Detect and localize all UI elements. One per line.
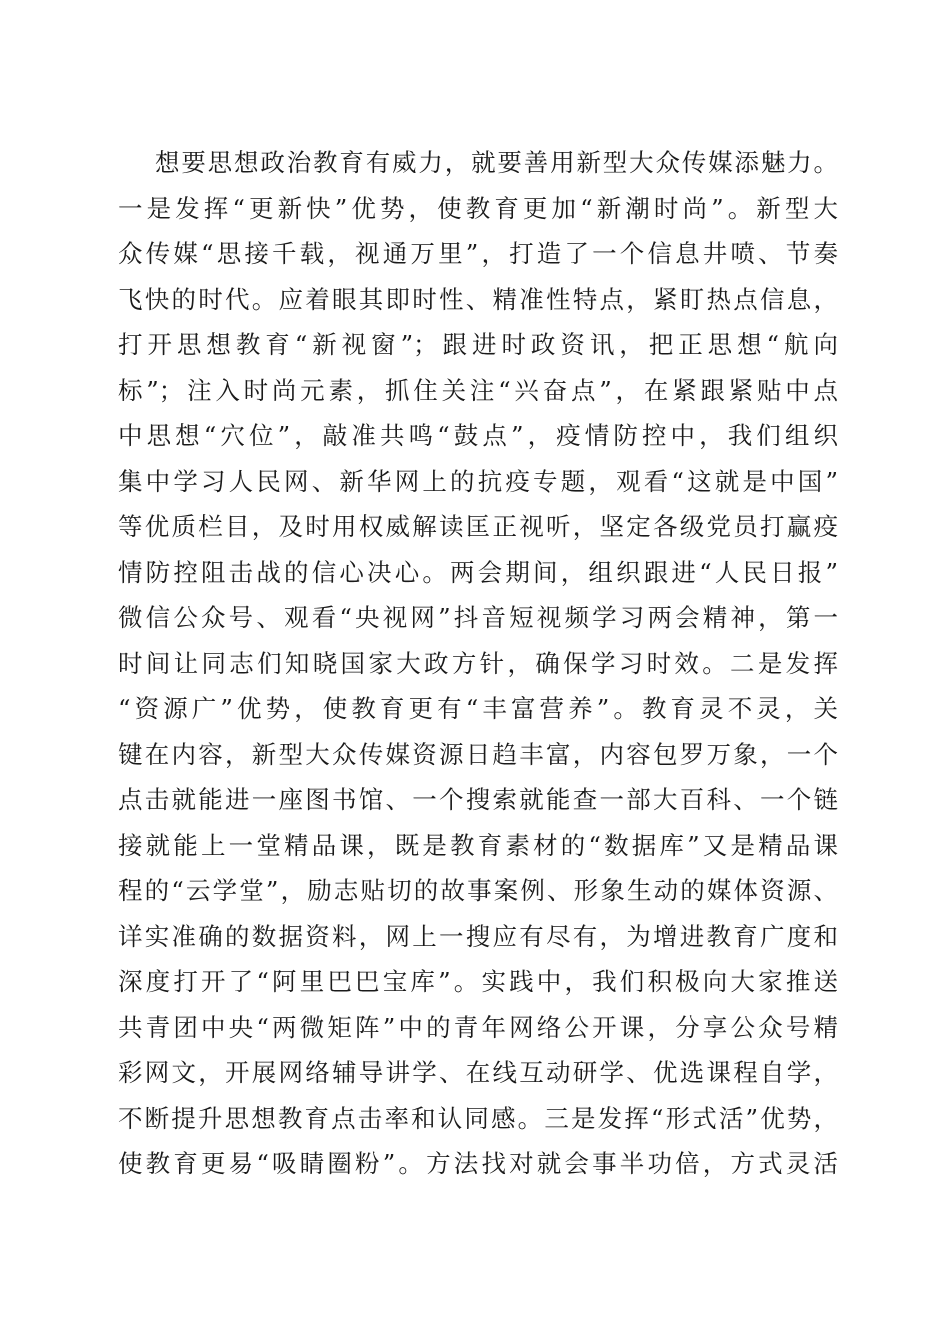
paragraph-line-20: 共青团中央“两微矩阵”中的青年网络公开课，分享公众号精 (118, 1012, 838, 1042)
paragraph-line-13: “资源广”优势，使教育更有“丰富营养”。教育灵不灵，关 (118, 694, 838, 723)
paragraph-line-5: 打开思想教育“新视窗”；跟进时政资讯，把正思想“航向 (118, 330, 838, 359)
paragraph-line-17: 程的“云学堂”，励志贴切的故事案例、形象生动的媒体资源、 (118, 876, 838, 905)
paragraph-line-16: 接就能上一堂精品课，既是教育素材的“数据库”又是精品课 (118, 830, 838, 860)
paragraph-line-8: 集中学习人民网、新华网上的抗疫专题，观看“这就是中国” (118, 466, 838, 496)
paragraph-line-2: 一是发挥“更新快”优势，使教育更加“新潮时尚”。新型大 (118, 193, 838, 223)
paragraph-line-23: 使教育更易“吸睛圈粉”。方法找对就会事半功倍，方式灵活 (118, 1149, 838, 1178)
paragraph-line-18: 详实准确的数据资料，网上一搜应有尽有，为增进教育广度和 (118, 921, 838, 951)
paragraph-line-15: 点击就能进一座图书馆、一个搜索就能查一部大百科、一个链 (118, 785, 838, 814)
body-paragraph (118, 140, 838, 1187)
paragraph-line-14: 键在内容，新型大众传媒资源日趋丰富，内容包罗万象，一个 (118, 739, 838, 769)
paragraph-line-12: 时间让同志们知晓国家大政方针，确保学习时效。二是发挥 (118, 648, 838, 678)
paragraph-line-6: 标”；注入时尚元素，抓住关注“兴奋点”，在紧跟紧贴中点 (118, 375, 838, 405)
paragraph-line-21: 彩网文，开展网络辅导讲学、在线互动研学、优选课程自学， (118, 1058, 838, 1087)
paragraph-line-10: 情防控阻击战的信心决心。两会期间，组织跟进“人民日报” (118, 557, 838, 587)
paragraph-line-4: 飞快的时代。应着眼其即时性、精准性特点，紧盯热点信息， (118, 284, 838, 314)
paragraph-line-3: 众传媒“思接千载，视通万里”，打造了一个信息井喷、节奏 (118, 239, 838, 268)
paragraph-line-1: 想要思想政治教育有威力，就要善用新型大众传媒添魅力。 (155, 148, 838, 177)
paragraph-line-7: 中思想“穴位”，敲准共鸣“鼓点”，疫情防控中，我们组织 (118, 421, 838, 450)
paragraph-line-9: 等优质栏目，及时用权威解读匡正视听，坚定各级党员打赢疫 (118, 512, 838, 541)
paragraph-line-22: 不断提升思想教育点击率和认同感。三是发挥“形式活”优势， (118, 1103, 838, 1133)
paragraph-line-19: 深度打开了“阿里巴巴宝库”。实践中，我们积极向大家推送 (118, 967, 838, 996)
paragraph-line-11: 微信公众号、观看“央视网”抖音短视频学习两会精神，第一 (118, 603, 838, 632)
